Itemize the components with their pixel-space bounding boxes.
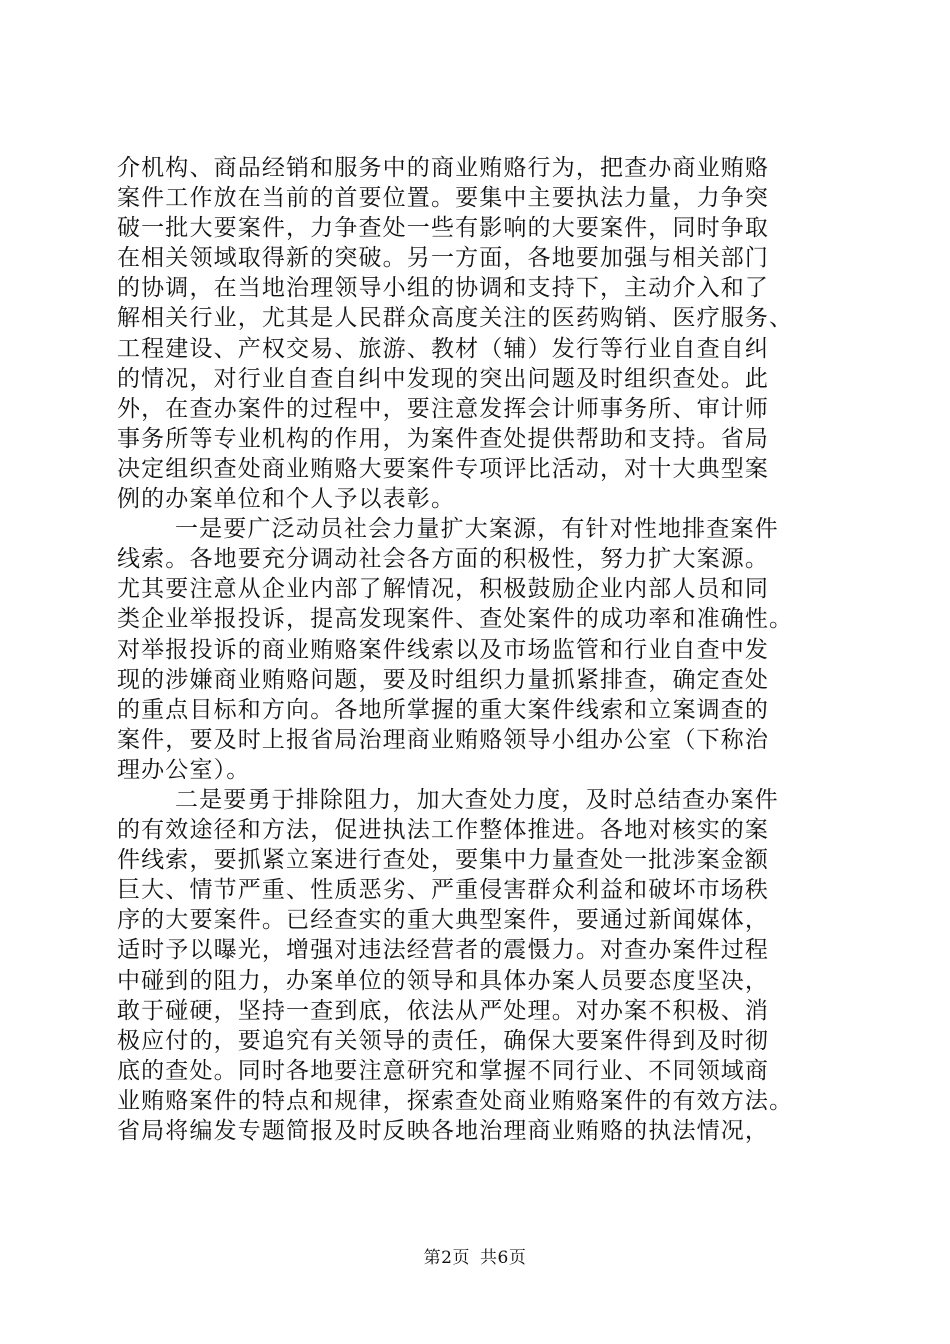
text-line: 线索。各地要充分调动社会各方面的积极性，努力扩大案源。 (117, 546, 770, 573)
text-line: 事务所等专业机构的作用，为案件查处提供帮助和支持。省局 (117, 425, 770, 452)
text-line: 对举报投诉的商业贿赂案件线索以及市场监管和行业自查中发 (117, 636, 770, 663)
text-line: 案件，要及时上报省局治理商业贿赂领导小组办公室（下称治 (117, 726, 770, 753)
page-total: 共6页 (480, 1248, 527, 1268)
text-line: 在相关领域取得新的突破。另一方面，各地要加强与相关部门 (117, 245, 770, 272)
text-line: 省局将编发专题简报及时反映各地治理商业贿赂的执法情况， (117, 1118, 770, 1144)
text-line: 序的大要案件。已经查实的重大典型案件，要通过新闻媒体， (117, 907, 770, 934)
text-line: 外，在查办案件的过程中，要注意发挥会计师事务所、审计师 (117, 395, 770, 422)
text-line: 的有效途径和方法，促进执法工作整体推进。各地对核实的案 (117, 817, 770, 844)
text-line: 底的查处。同时各地要注意研究和掌握不同行业、不同领域商 (117, 1057, 770, 1084)
text-line: 适时予以曝光，增强对违法经营者的震慑力。对查办案件过程 (117, 937, 770, 964)
text-line: 敢于碰硬，坚持一查到底，依法从严处理。对办案不积极、消 (117, 997, 770, 1024)
text-line: 尤其要注意从企业内部了解情况，积极鼓励企业内部人员和同 (117, 576, 770, 603)
text-line: 的情况，对行业自查自纠中发现的突出问题及时组织查处。此 (117, 365, 770, 392)
text-line: 类企业举报投诉，提高发现案件、查处案件的成功率和准确性。 (117, 606, 794, 633)
text-line: 中碰到的阻力，办案单位的领导和具体办案人员要态度坚决， (117, 967, 770, 994)
page-footer (0, 1246, 950, 1270)
body-text (117, 153, 847, 1146)
text-line: 的重点目标和方向。各地所掌握的重大案件线索和立案调查的 (117, 696, 770, 723)
text-line: 业贿赂案件的特点和规律，探索查处商业贿赂案件的有效方法。 (117, 1087, 794, 1114)
text-line: 工程建设、产权交易、旅游、教材（辅）发行等行业自查自纠 (117, 335, 770, 362)
text-line: 解相关行业，尤其是人民群众高度关注的医药购销、医疗服务、 (117, 305, 794, 332)
text-line: 巨大、情节严重、性质恶劣、严重侵害群众利益和破坏市场秩 (117, 877, 770, 904)
text-line: 极应付的，要追究有关领导的责任，确保大要案件得到及时彻 (117, 1027, 770, 1054)
text-line: 例的办案单位和个人予以表彰。 (117, 486, 456, 513)
text-line: 理办公室）。 (117, 756, 251, 783)
paragraph-first-line: 一是要广泛动员社会力量扩大案源，有针对性地排查案件 (175, 516, 779, 543)
text-line: 介机构、商品经销和服务中的商业贿赂行为，把查办商业贿赂 (117, 155, 770, 181)
text-line: 破一批大要案件，力争查处一些有影响的大要案件，同时争取 (117, 215, 770, 242)
text-line: 件线索，要抓紧立案进行查处，要集中力量查处一批涉案金额 (117, 847, 770, 874)
text-line: 案件工作放在当前的首要位置。要集中主要执法力量，力争突 (117, 185, 770, 212)
paragraph-first-line: 二是要勇于排除阻力，加大查处力度，及时总结查办案件 (175, 786, 779, 813)
text-line: 现的涉嫌商业贿赂问题，要及时组织力量抓紧排查，确定查处 (117, 666, 770, 693)
text-line: 决定组织查处商业贿赂大要案件专项评比活动，对十大典型案 (117, 455, 770, 482)
text-line: 的协调，在当地治理领导小组的协调和支持下，主动介入和了 (117, 275, 770, 302)
page-number: 第2页 (423, 1248, 470, 1268)
